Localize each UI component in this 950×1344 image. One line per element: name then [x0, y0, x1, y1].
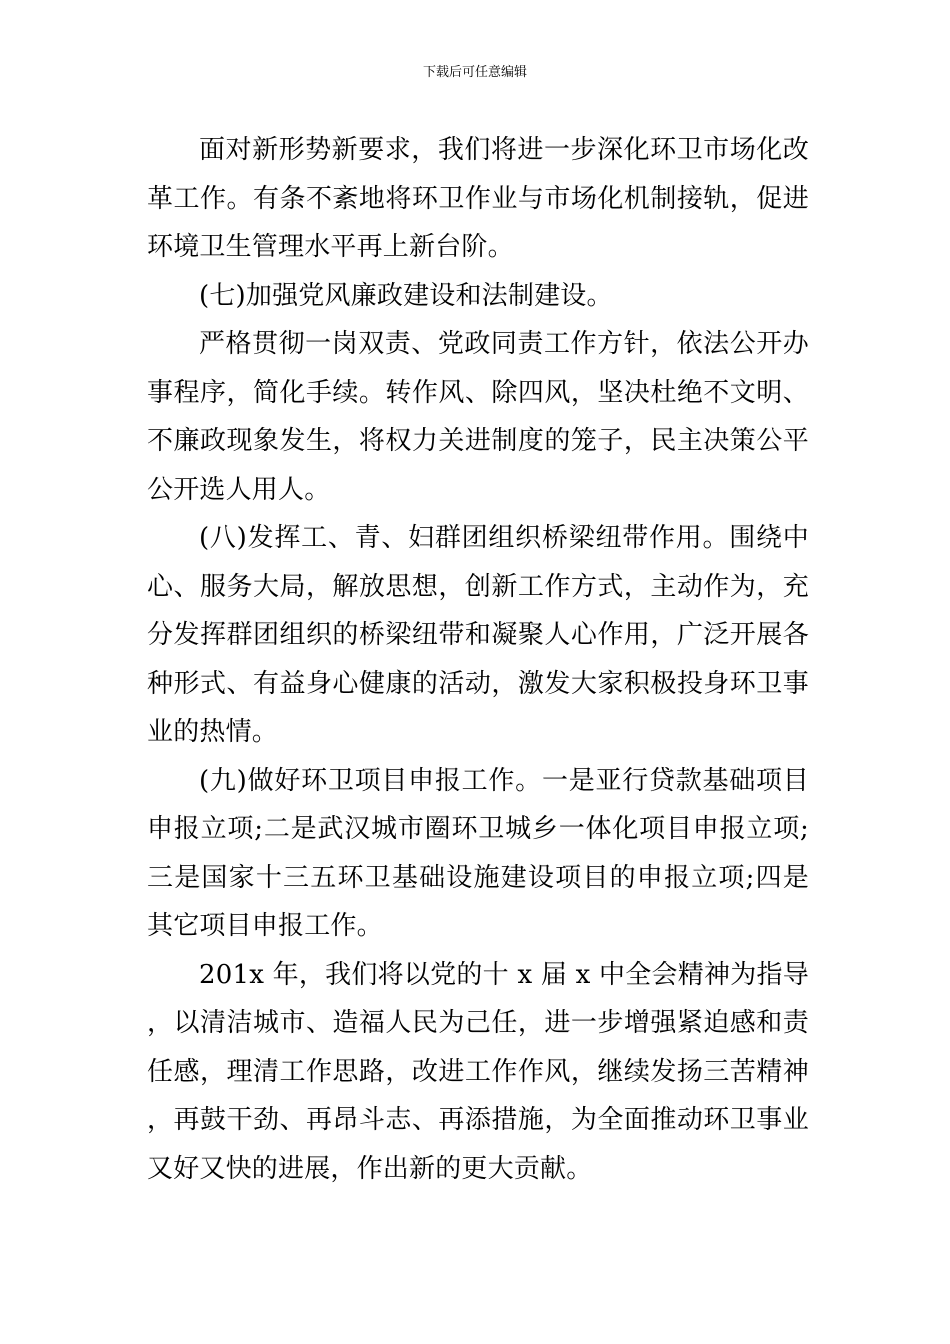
document-body — [147, 126, 809, 1193]
page-header: 下载后可任意编辑 — [422, 65, 527, 80]
paragraph-heading-eight: (八)发挥工、青、妇群团组织桥梁纽带作用。围绕中心、服务大局，解放思想，创新工作方式，主动作为，充分发挥群团组织的桥梁纽带和凝聚人心作用，广泛开展各种形式、有益身心健康的活动，激发大家积极投身环卫事业的热情。 — [147, 523, 809, 747]
paragraph-conclusion: 201x 年，我们将以党的十 x 届 x 中全会精神为指导，以清洁城市、造福人民为己任，进一步增强紧迫感和责任感，理清工作思路，改进工作作风，继续发扬三苦精神，再鼓干劲、再昂斗志、再添措施，为全面推动环卫事业又好又快的进展，作出新的更大贡献。 — [147, 959, 809, 1184]
paragraph-integrity: 严格贯彻一岗双责、党政同责工作方针，依法公开办事程序，简化手续。转作风、除四风，坚决杜绝不文明、不廉政现象发生，将权力关进制度的笼子，民主决策公平公开选人用人。 — [147, 329, 809, 505]
paragraph-heading-nine: (九)做好环卫项目申报工作。一是亚行贷款基础项目申报立项;二是武汉城市圈环卫城乡一体化项目申报立项;三是国家十三五环卫基础设施建设项目的申报立项;四是其它项目申报工作。 — [147, 765, 809, 941]
paragraph-heading-seven: (七)加强党风廉政建设和法制建设。 — [199, 280, 613, 311]
paragraph-market-reform: 面对新形势新要求，我们将进一步深化环卫市场化改革工作。有条不紊地将环卫作业与市场化机制接轨，促进环境卫生管理水平再上新台阶。 — [147, 135, 809, 262]
